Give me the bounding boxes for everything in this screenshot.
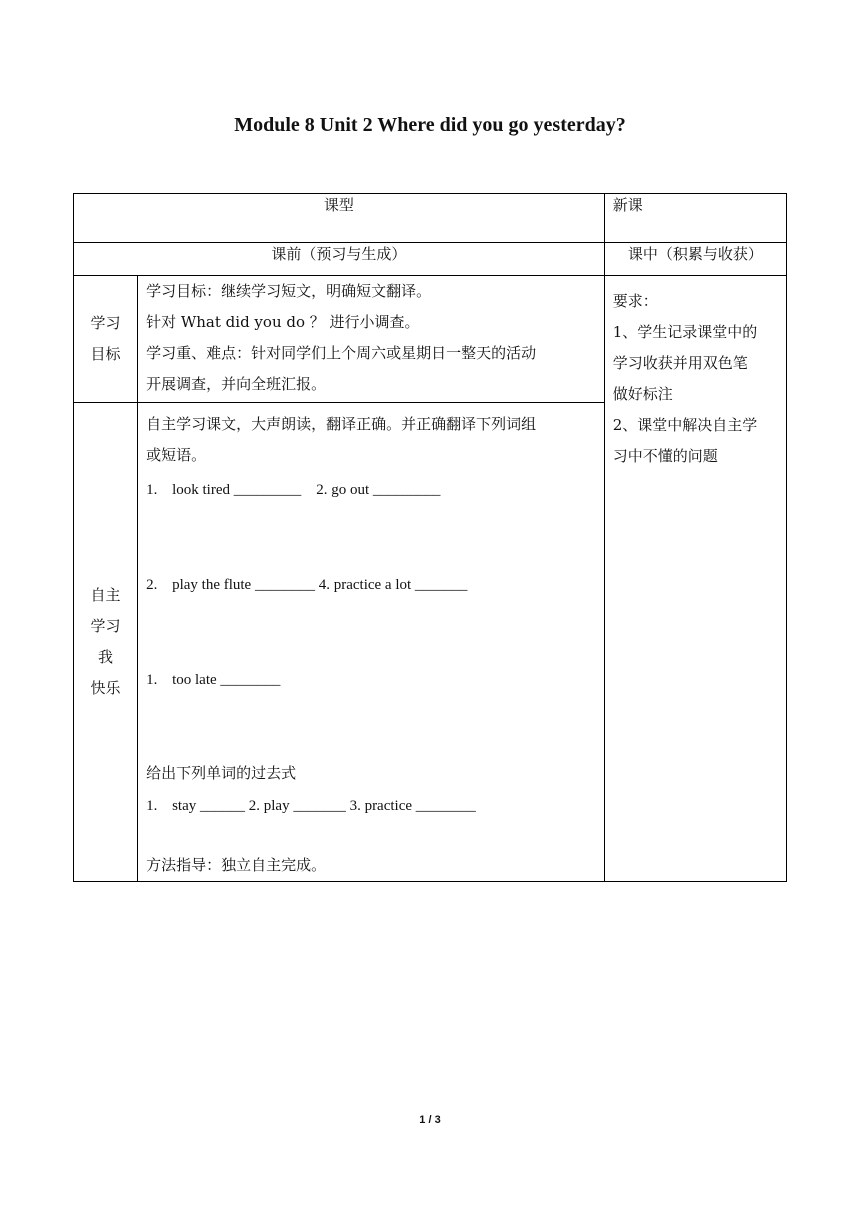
goal-line: 开展调查，并向全班汇报。 [146, 375, 327, 393]
self-label-line: 快乐 [90, 679, 121, 697]
requirement-line: 做好标注 [612, 385, 673, 403]
requirement-line: 习中不懂的问题 [612, 447, 718, 465]
self-study-label [74, 403, 138, 882]
phrase-row [138, 570, 604, 601]
phrase-number: 1. [146, 482, 158, 498]
goal-line: 学习目标：继续学习短文，明确短文翻译。 [146, 282, 432, 300]
phrase-row [138, 475, 604, 506]
section-header-row [74, 243, 787, 276]
past-tense-row [138, 791, 604, 822]
requirements-cell [604, 276, 786, 882]
self-label-line: 自主 [90, 586, 121, 604]
requirement-line: 学习收获并用双色笔 [612, 354, 748, 372]
goal-line: 学习重、难点：针对同学们上个周六或星期日一整天的活动 [146, 344, 537, 362]
goal-label-line: 学习 [90, 314, 121, 332]
method-guidance: 方法指导：独立自主完成。 [146, 856, 327, 874]
learning-goal-row [74, 276, 787, 403]
past-tense-text: stay ______ 2. play _______ 3. practice ________ [172, 798, 476, 814]
phrase-text: look tired _________ 2. go out _________ [172, 482, 441, 498]
goal-content [138, 276, 605, 403]
self-label-line: 学习 [90, 617, 121, 635]
course-type-label: 课型 [74, 194, 605, 243]
phrase-number: 2. [146, 577, 158, 593]
requirements-heading: 要求： [612, 292, 658, 310]
self-intro-line: 自主学习课文，大声朗读，翻译正确。并正确翻译下列词组 [146, 415, 537, 433]
course-type-value: 新课 [604, 194, 786, 243]
in-class-header: 课中（积累与收获） [604, 243, 786, 276]
course-type-row [74, 194, 787, 243]
goal-label [74, 276, 138, 403]
goal-line: 针对 What did you do ？ 进行小调查。 [146, 313, 420, 331]
phrase-text: too late ________ [172, 672, 281, 688]
self-study-content [138, 403, 605, 882]
requirement-line: 2、课堂中解决自主学 [612, 416, 758, 434]
requirement-line: 1、学生记录课堂中的 [612, 323, 758, 341]
goal-label-line: 目标 [90, 345, 121, 363]
before-class-header: 课前（预习与生成） [74, 243, 605, 276]
past-tense-number: 1. [146, 798, 158, 814]
lesson-plan-table [73, 193, 787, 882]
phrase-row [138, 665, 604, 696]
document-title: Module 8 Unit 2 Where did you go yesterday? [234, 114, 626, 136]
self-label-line: 我 [98, 648, 114, 666]
phrase-number: 1. [146, 672, 158, 688]
past-tense-heading: 给出下列单词的过去式 [146, 764, 297, 782]
self-intro-line: 或短语。 [146, 446, 207, 464]
phrase-text: play the flute ________ 4. practice a lot _______ [172, 577, 468, 593]
page-indicator: 1 / 3 [419, 1114, 441, 1126]
